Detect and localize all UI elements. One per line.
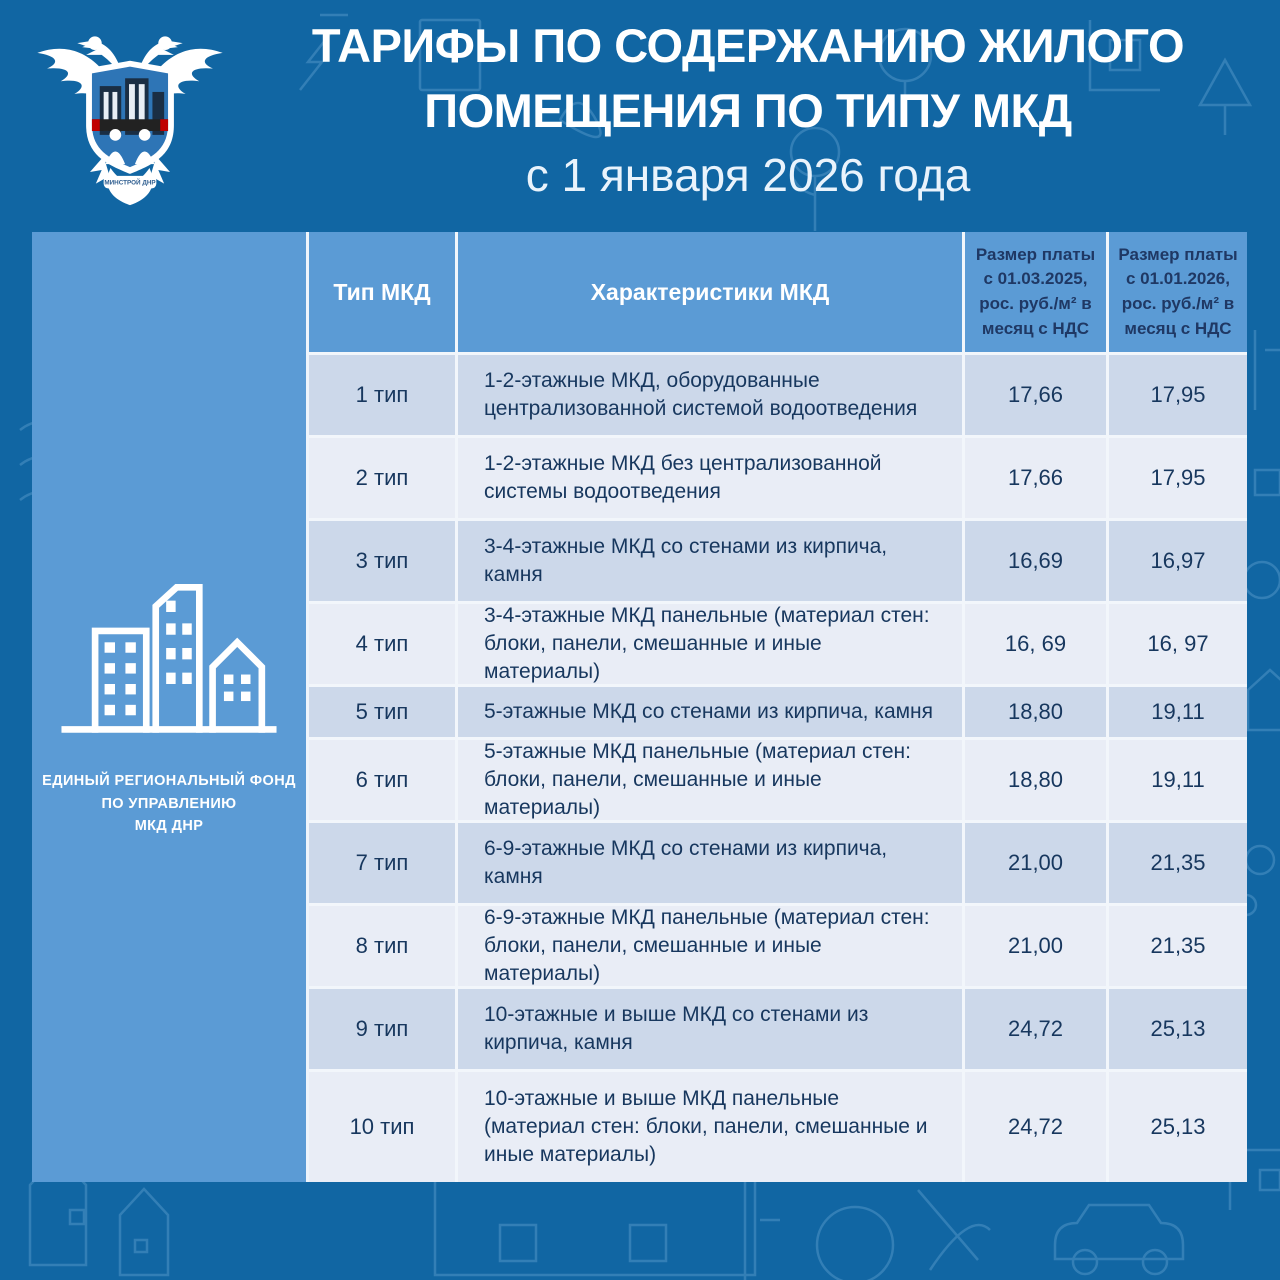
table-row-price-2026: 21,35 bbox=[1109, 906, 1247, 986]
table-row-characteristics: 1-2-этажные МКД без централизованной системы водоотведения bbox=[458, 438, 962, 518]
table-row-characteristics: 10-этажные и выше МКД со стенами из кирпича, камня bbox=[458, 989, 962, 1069]
table-row-price-2025: 21,00 bbox=[965, 906, 1106, 986]
table-row-price-2026: 21,35 bbox=[1109, 823, 1247, 903]
emblem-ribbon-text: МИНСТРОЙ ДНР bbox=[104, 179, 156, 187]
table-row-type: 9 тип bbox=[309, 989, 455, 1069]
table-row-price-2026: 17,95 bbox=[1109, 355, 1247, 435]
table-row-type: 6 тип bbox=[309, 740, 455, 820]
table-row-characteristics: 5-этажные МКД со стенами из кирпича, камня bbox=[458, 687, 962, 737]
col-header-price-2026: Размер платы с 01.01.2026, рос. руб./м² в месяц с НДС bbox=[1109, 232, 1247, 352]
table-row-characteristics: 6-9-этажные МКД панельные (материал стен: блоки, панели, смешанные и иные материалы) bbox=[458, 906, 962, 986]
city-buildings-icon bbox=[54, 576, 284, 756]
table-row-price-2026: 17,95 bbox=[1109, 438, 1247, 518]
table-row-price-2025: 24,72 bbox=[965, 1072, 1106, 1182]
table-row-price-2026: 19,11 bbox=[1109, 687, 1247, 737]
table-row-characteristics: 3-4-этажные МКД со стенами из кирпича, камня bbox=[458, 521, 962, 601]
table-row-type: 4 тип bbox=[309, 604, 455, 684]
table-row-price-2025: 18,80 bbox=[965, 687, 1106, 737]
table-row-characteristics: 1-2-этажные МКД, оборудованные централизованной системой водоотведения bbox=[458, 355, 962, 435]
table-row-price-2025: 17,66 bbox=[965, 355, 1106, 435]
org-name-line2: ПО УПРАВЛЕНИЮ bbox=[101, 795, 237, 812]
table-row-price-2026: 25,13 bbox=[1109, 989, 1247, 1069]
col-header-type: Тип МКД bbox=[309, 232, 455, 352]
table-row-characteristics: 5-этажные МКД панельные (материал стен: блоки, панели, смешанные и иные материалы) bbox=[458, 740, 962, 820]
table-row-type: 3 тип bbox=[309, 521, 455, 601]
table-row-type: 1 тип bbox=[309, 355, 455, 435]
table-row-price-2025: 16,69 bbox=[965, 521, 1106, 601]
org-name-line1: ЕДИНЫЙ РЕГИОНАЛЬНЫЙ ФОНД bbox=[42, 773, 296, 790]
org-name-line3: МКД ДНР bbox=[134, 818, 204, 835]
table-row-price-2025: 21,00 bbox=[965, 823, 1106, 903]
org-name bbox=[42, 770, 296, 837]
col-header-characteristics: Характеристики МКД bbox=[458, 232, 962, 352]
table-row-price-2026: 25,13 bbox=[1109, 1072, 1247, 1182]
table-row-type: 5 тип bbox=[309, 687, 455, 737]
tariff-table bbox=[309, 232, 1247, 1182]
table-row-price-2025: 16, 69 bbox=[965, 604, 1106, 684]
poster-title-line2: ПОМЕЩЕНИЯ ПО ТИПУ МКД bbox=[424, 83, 1072, 137]
org-logo-panel bbox=[32, 232, 309, 1182]
table-row-price-2026: 16, 97 bbox=[1109, 604, 1247, 684]
poster-subtitle: с 1 января 2026 года bbox=[525, 148, 971, 201]
tariff-table-block bbox=[32, 232, 1247, 1182]
table-row-price-2026: 16,97 bbox=[1109, 521, 1247, 601]
table-row-characteristics: 3-4-этажные МКД панельные (материал стен: блоки, панели, смешанные и иные материалы) bbox=[458, 604, 962, 684]
col-header-price-2025: Размер платы с 01.03.2025, рос. руб./м² в месяц с НДС bbox=[965, 232, 1106, 352]
table-row-price-2026: 19,11 bbox=[1109, 740, 1247, 820]
minstroy-dnr-eagle-emblem bbox=[16, 10, 244, 210]
table-row-characteristics: 6-9-этажные МКД со стенами из кирпича, камня bbox=[458, 823, 962, 903]
table-row-price-2025: 17,66 bbox=[965, 438, 1106, 518]
table-row-type: 8 тип bbox=[309, 906, 455, 986]
header-titles bbox=[248, 14, 1248, 200]
table-row-type: 2 тип bbox=[309, 438, 455, 518]
table-row-price-2025: 18,80 bbox=[965, 740, 1106, 820]
table-row-type: 10 тип bbox=[309, 1072, 455, 1182]
table-row-type: 7 тип bbox=[309, 823, 455, 903]
poster-title-line1: ТАРИФЫ ПО СОДЕРЖАНИЮ ЖИЛОГО bbox=[311, 19, 1185, 72]
table-row-characteristics: 10-этажные и выше МКД панельные (материал стен: блоки, панели, смешанные и иные материалы) bbox=[458, 1072, 962, 1182]
table-row-price-2025: 24,72 bbox=[965, 989, 1106, 1069]
